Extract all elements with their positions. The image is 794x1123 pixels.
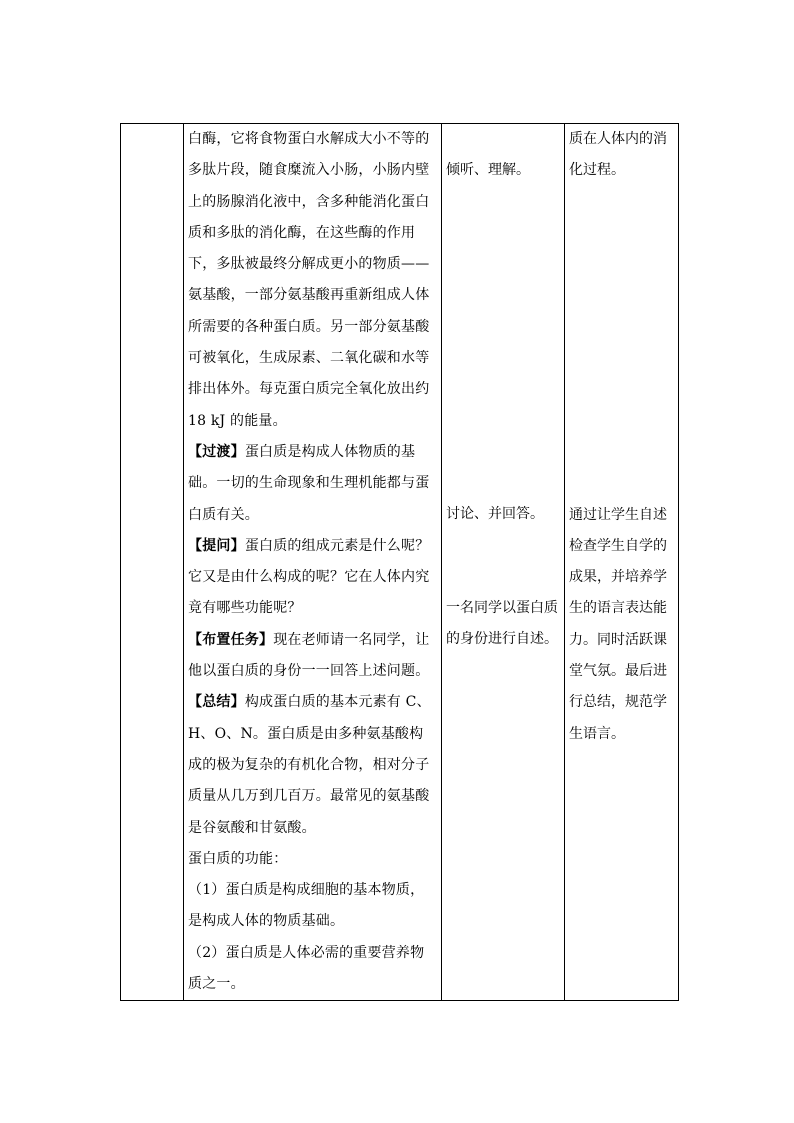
- stage-cell: [121, 124, 184, 1001]
- function-title: 蛋白质的功能：: [188, 850, 288, 867]
- task-text: 现在老师请一名同学，让他以蛋白质的身份一一回答上述问题。: [188, 631, 430, 680]
- student-activity-2: 讨论、并回答。: [446, 506, 544, 523]
- function-item-2: （2）蛋白质是人体必需的重要营养物质之一。: [188, 944, 425, 993]
- transition-tag: 【过渡】: [188, 443, 245, 460]
- transition-text: 蛋白质是构成人体物质的基础。一切的生命现象和生理机能都与蛋白质有关。: [188, 443, 430, 523]
- student-activity-cell: [442, 124, 565, 1001]
- design-intent-2: 通过让学生自述检查学生自学的成果，并培养学生的语言表达能力。同时活跃课堂气氛。最后进行总结，规范学生语言。: [569, 506, 667, 742]
- design-intent-cell: [565, 124, 679, 1001]
- question-paragraph: [188, 531, 437, 625]
- task-paragraph: [188, 625, 437, 688]
- digestion-paragraph: 白酶，它将食物蛋白水解成大小不等的多肽片段，随食糜流入小肠，小肠内壁上的肠腺消化液中，含多种能消化蛋白质和多肽的消化酶，在这些酶的作用下，多肽被最终分解成更小的物质——氨基酸，一部分氨基酸再重新组成人体所需要的各种蛋白质。另一部分氨基酸可被氧化，生成尿素、二氧化碳和水等排出体外。每克蛋白质完全氧化放出约 18 kJ 的能量。: [188, 131, 430, 429]
- design-intent-1: 质在人体内的消化过程。: [569, 131, 667, 179]
- student-activity-1: 倾听、理解。: [446, 162, 530, 178]
- table-row: [121, 124, 679, 1001]
- lesson-plan-table: [120, 123, 679, 1001]
- question-text: 蛋白质的组成元素是什么呢？它又是由什么构成的呢？它在人体内究竟有哪些功能呢？: [188, 537, 430, 617]
- question-tag: 【提问】: [188, 537, 245, 554]
- summary-paragraph: [188, 687, 437, 843]
- summary-tag: 【总结】: [188, 694, 245, 711]
- function-item-1: （1）蛋白质是构成细胞的基本物质，是构成人体的物质基础。: [188, 882, 425, 930]
- task-tag: 【布置任务】: [188, 631, 274, 648]
- teacher-activity-cell: [184, 124, 442, 1001]
- transition-paragraph: [188, 437, 437, 531]
- student-activity-3: 一名同学以蛋白质的身份进行自述。: [446, 599, 558, 647]
- summary-text: 构成蛋白质的基本元素有 C、H、O、N。蛋白质是由多种氨基酸构成的极为复杂的有机化合物，相对分子质量从几万到几百万。最常见的氨基酸是谷氨酸和甘氨酸。: [188, 694, 431, 836]
